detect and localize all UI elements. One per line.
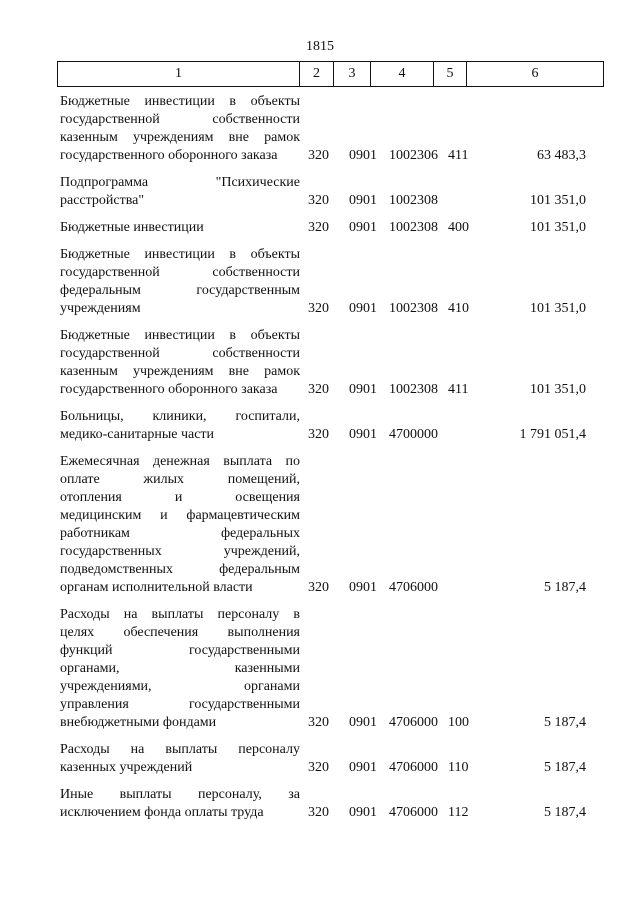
table-row <box>0 219 640 237</box>
row-description-line: Больницы, клиники, госпитали, <box>60 409 300 424</box>
column-header-6: 6 <box>467 62 604 87</box>
row-description-line: органам исполнительной власти <box>60 580 253 595</box>
row-cell-col6: 5 187,4 <box>544 715 586 730</box>
row-description-line: казенным учреждениям вне рамок <box>60 364 300 379</box>
row-cell-col2: 320 <box>308 580 329 595</box>
row-description-line: государственной собственности <box>60 265 300 280</box>
row-cell-col2: 320 <box>308 220 329 235</box>
row-description-line: государственной собственности <box>60 346 300 361</box>
row-description <box>60 174 300 210</box>
row-cell-col2: 320 <box>308 193 329 208</box>
column-header-3: 3 <box>334 62 371 87</box>
row-description <box>60 606 300 732</box>
row-cell-col3: 0901 <box>349 148 377 163</box>
budget-table-body <box>0 93 640 831</box>
row-description-line: медицинским и фармацевтическим <box>60 508 300 523</box>
row-cell-col3: 0901 <box>349 760 377 775</box>
column-header-table <box>57 61 604 87</box>
table-row <box>0 246 640 318</box>
table-row <box>0 786 640 822</box>
table-row <box>0 93 640 165</box>
row-description-line: Бюджетные инвестиции в объекты <box>60 328 300 343</box>
row-cell-col4: 1002308 <box>389 193 438 208</box>
row-cell-col3: 0901 <box>349 301 377 316</box>
row-description <box>60 408 300 444</box>
row-cell-col6: 1 791 051,4 <box>519 427 586 442</box>
row-cell-col5: 110 <box>448 760 469 775</box>
row-cell-col6: 63 483,3 <box>537 148 586 163</box>
row-cell-col6: 101 351,0 <box>530 301 586 316</box>
table-row <box>0 453 640 597</box>
row-cell-col5: 112 <box>448 805 469 820</box>
row-description <box>60 741 300 777</box>
row-cell-col3: 0901 <box>349 382 377 397</box>
row-cell-col2: 320 <box>308 805 329 820</box>
row-cell-col6: 5 187,4 <box>544 760 586 775</box>
column-header-2: 2 <box>300 62 334 87</box>
row-cell-col5: 400 <box>448 220 469 235</box>
row-description-line: Подпрограмма "Психические <box>60 175 300 190</box>
row-cell-col6: 101 351,0 <box>530 382 586 397</box>
row-cell-col5: 410 <box>448 301 469 316</box>
row-cell-col3: 0901 <box>349 193 377 208</box>
row-description <box>60 327 300 399</box>
row-description-line: целях обеспечения выполнения <box>60 625 300 640</box>
row-description-line: федеральным государственным <box>60 283 300 298</box>
column-header-row <box>58 62 604 87</box>
column-header-5: 5 <box>434 62 467 87</box>
row-description-line: учреждениями, органами <box>60 679 300 694</box>
table-row <box>0 741 640 777</box>
row-cell-col2: 320 <box>308 148 329 163</box>
row-cell-col2: 320 <box>308 427 329 442</box>
row-description <box>60 246 300 318</box>
row-description-line: казенным учреждениям вне рамок <box>60 130 300 145</box>
row-description-line: государственного оборонного заказа <box>60 382 278 397</box>
row-cell-col3: 0901 <box>349 805 377 820</box>
row-description-line: медико-санитарные части <box>60 427 215 442</box>
row-cell-col4: 1002306 <box>389 148 438 163</box>
row-cell-col6: 101 351,0 <box>530 193 586 208</box>
row-description-line: внебюджетными фондами <box>60 715 217 730</box>
row-description-line: оплате жилых помещений, <box>60 472 300 487</box>
row-description-line: функций государственными <box>60 643 300 658</box>
row-cell-col4: 4706000 <box>389 715 438 730</box>
row-description-line: Ежемесячная денежная выплата по <box>60 454 300 469</box>
row-description-line: отопления и освещения <box>60 490 300 505</box>
row-description <box>60 93 300 165</box>
table-row <box>0 606 640 732</box>
row-cell-col4: 1002308 <box>389 382 438 397</box>
row-description-line: государственных учреждений, <box>60 544 300 559</box>
row-cell-col6: 5 187,4 <box>544 580 586 595</box>
row-description-line: государственного оборонного заказа <box>60 148 278 163</box>
row-cell-col4: 1002308 <box>389 301 438 316</box>
table-row <box>0 174 640 210</box>
column-header-4: 4 <box>371 62 434 87</box>
row-description-line: расстройства" <box>60 193 145 208</box>
row-description-line: Бюджетные инвестиции в объекты <box>60 247 300 262</box>
page-number: 1815 <box>306 39 334 54</box>
row-cell-col4: 4706000 <box>389 580 438 595</box>
row-cell-col2: 320 <box>308 382 329 397</box>
row-cell-col6: 5 187,4 <box>544 805 586 820</box>
row-description-line: казенных учреждений <box>60 760 193 775</box>
row-cell-col2: 320 <box>308 301 329 316</box>
row-cell-col6: 101 351,0 <box>530 220 586 235</box>
row-cell-col2: 320 <box>308 760 329 775</box>
row-description-line: подведомственных федеральным <box>60 562 300 577</box>
row-description <box>60 786 300 822</box>
row-cell-col3: 0901 <box>349 715 377 730</box>
row-cell-col3: 0901 <box>349 220 377 235</box>
row-description-line: органами, казенными <box>60 661 300 676</box>
row-description-line: Бюджетные инвестиции в объекты <box>60 94 300 109</box>
row-cell-col4: 4706000 <box>389 805 438 820</box>
row-description-line: государственной собственности <box>60 112 300 127</box>
row-description <box>60 219 300 237</box>
row-description-line: Иные выплаты персоналу, за <box>60 787 300 802</box>
table-row <box>0 408 640 444</box>
row-description-line: управления государственными <box>60 697 300 712</box>
row-description-line: Расходы на выплаты персоналу в <box>60 607 300 622</box>
column-header-1: 1 <box>58 62 300 87</box>
row-cell-col5: 100 <box>448 715 469 730</box>
row-cell-col3: 0901 <box>349 580 377 595</box>
row-cell-col5: 411 <box>448 382 469 397</box>
row-cell-col4: 1002308 <box>389 220 438 235</box>
row-description-line: Расходы на выплаты персоналу <box>60 742 300 757</box>
row-cell-col4: 4700000 <box>389 427 438 442</box>
row-description-line: Бюджетные инвестиции <box>60 220 204 235</box>
row-cell-col4: 4706000 <box>389 760 438 775</box>
row-cell-col3: 0901 <box>349 427 377 442</box>
table-row <box>0 327 640 399</box>
row-cell-col5: 411 <box>448 148 469 163</box>
row-description-line: исключением фонда оплаты труда <box>60 805 264 820</box>
row-description <box>60 453 300 597</box>
row-cell-col2: 320 <box>308 715 329 730</box>
row-description-line: работникам федеральных <box>60 526 300 541</box>
row-description-line: учреждениям <box>60 301 141 316</box>
